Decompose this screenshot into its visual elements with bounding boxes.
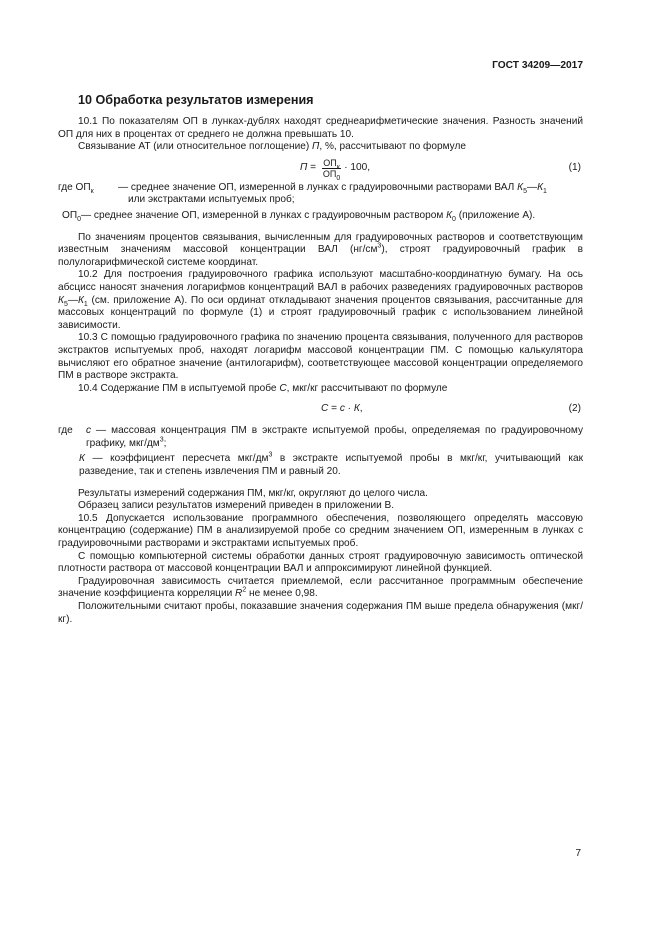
page-number: 7 bbox=[575, 848, 581, 859]
paragraph-10-4: 10.4 Содержание ПМ в испытуемой пробе С, мкг/кг рассчитывают по формуле bbox=[78, 382, 448, 394]
section-title: 10 Обработка результатов измерения bbox=[78, 93, 314, 107]
paragraph-10-3: 10.3 С помощью градуировочного графика по значению процента связывания, полученного для растворов экстрактов испытуемых проб, находят логарифм массовой концентрации ПМ. С помощью калькулятора вычисляют его обратное значение (антилогарифм), соответствующее массовой концентрации определяемого ПМ в растворе экстракта. bbox=[58, 332, 583, 382]
paragraph-10-1: 10.1 По показателям ОП в лунках-дублях находят среднеарифметические значения. Разность значений ОП для них в процентах от среднего не должна превышать 10. bbox=[58, 116, 583, 140]
definition-k: К — коэффициент пересчета мкг/$дм^3$ в экстракте испытуемой пробы в мкг/кг, учитывающий как разведение, так и степень извлечения ПМ и равный 20. bbox=[79, 452, 584, 478]
definition-c: где с — массовая концентрация ПМ в экстракте испытуемой пробы, определяемая по градуировочному графику, мкг/$дм^3$; bbox=[58, 425, 583, 449]
definition-op-0: $ОП_0$ — среднее значение ОП, измеренной в лунках с градуировочным раствором $К_0$ (приложение А). bbox=[62, 209, 536, 223]
paragraph-positive-samples: Положительными считают пробы, показавшие значения содержания ПМ выше предела обнаружения (мкг/кг). bbox=[58, 601, 583, 625]
paragraph-computer-system: С помощью компьютерной системы обработки данных строят градуировочную зависимость оптической плотности раствора от массовой концентрации ВАЛ и аппроксимируют линейной функцией. bbox=[58, 550, 583, 575]
formula-1-expression: П = $\frac{ОП_к}{ОП_0}$ · 100, bbox=[300, 157, 371, 182]
section-content bbox=[58, 116, 583, 626]
formula-1-fraction: $\frac{ОП_к}{ОП_0}$ bbox=[322, 157, 341, 182]
paragraph-binding-intro: Связывание АТ (или относительное поглощение) П, %, рассчитывают по формуле bbox=[78, 141, 466, 153]
paragraph-graph-construction: По значениям процентов связывания, вычисленным для градуировочных растворов и соответствующим известным значениям массовой концентрации ВАЛ $(нг/см^3)$, строят градуировочный график в полулогарифмической системе координат. bbox=[58, 231, 584, 268]
formula-2 bbox=[58, 395, 583, 421]
formula-2-number: (2) bbox=[568, 403, 581, 415]
formula-2-expression: С = с · К, bbox=[321, 403, 363, 415]
paragraph-10-5: 10.5 Допускается использование программного обеспечения, позволяющего определять массовую концентрацию (содержание) ПМ в анализируемой пробе со средним значением ОП, измеренным в лунках с градуировочными растворами и экстрактами испытуемых проб. bbox=[58, 512, 583, 550]
paragraph-rounding: Результаты измерений содержания ПМ, мкг/кг, округляют до целого числа. bbox=[78, 487, 428, 499]
formula-1-number: (1) bbox=[568, 161, 581, 173]
paragraph-10-2: 10.2 Для построения градуировочного графика используют масштабно-координатную бумагу. На ось абсцисс наносят значения логарифмов концентраций ВАЛ в рабочих разведениях градуировочных растворов $К_5—К_1$ (см. приложение А). По оси ординат откладывают значения процентов связывания, рассчитанные для массовых концентраций по формуле (1) и строят градуировочный график с использованием линейной зависимости. bbox=[58, 269, 583, 331]
document-header: ГОСТ 34209—2017 bbox=[492, 60, 583, 71]
definition-op-k: где $ОП_к$ — среднее значение ОП, измеренной в лунках с градуировочными растворами ВАЛ $К_5—К_1$ или экстрактами испытуемых проб; bbox=[58, 181, 547, 206]
paragraph-correlation: Градуировочная зависимость считается приемлемой, если рассчитанное программным обеспечение значение коэффициента корреляции $R^2$ не менее 0,98. bbox=[58, 575, 583, 600]
paragraph-sample-record: Образец записи результатов измерений приведен в приложении В. bbox=[78, 500, 395, 512]
formula-1 bbox=[58, 154, 583, 180]
